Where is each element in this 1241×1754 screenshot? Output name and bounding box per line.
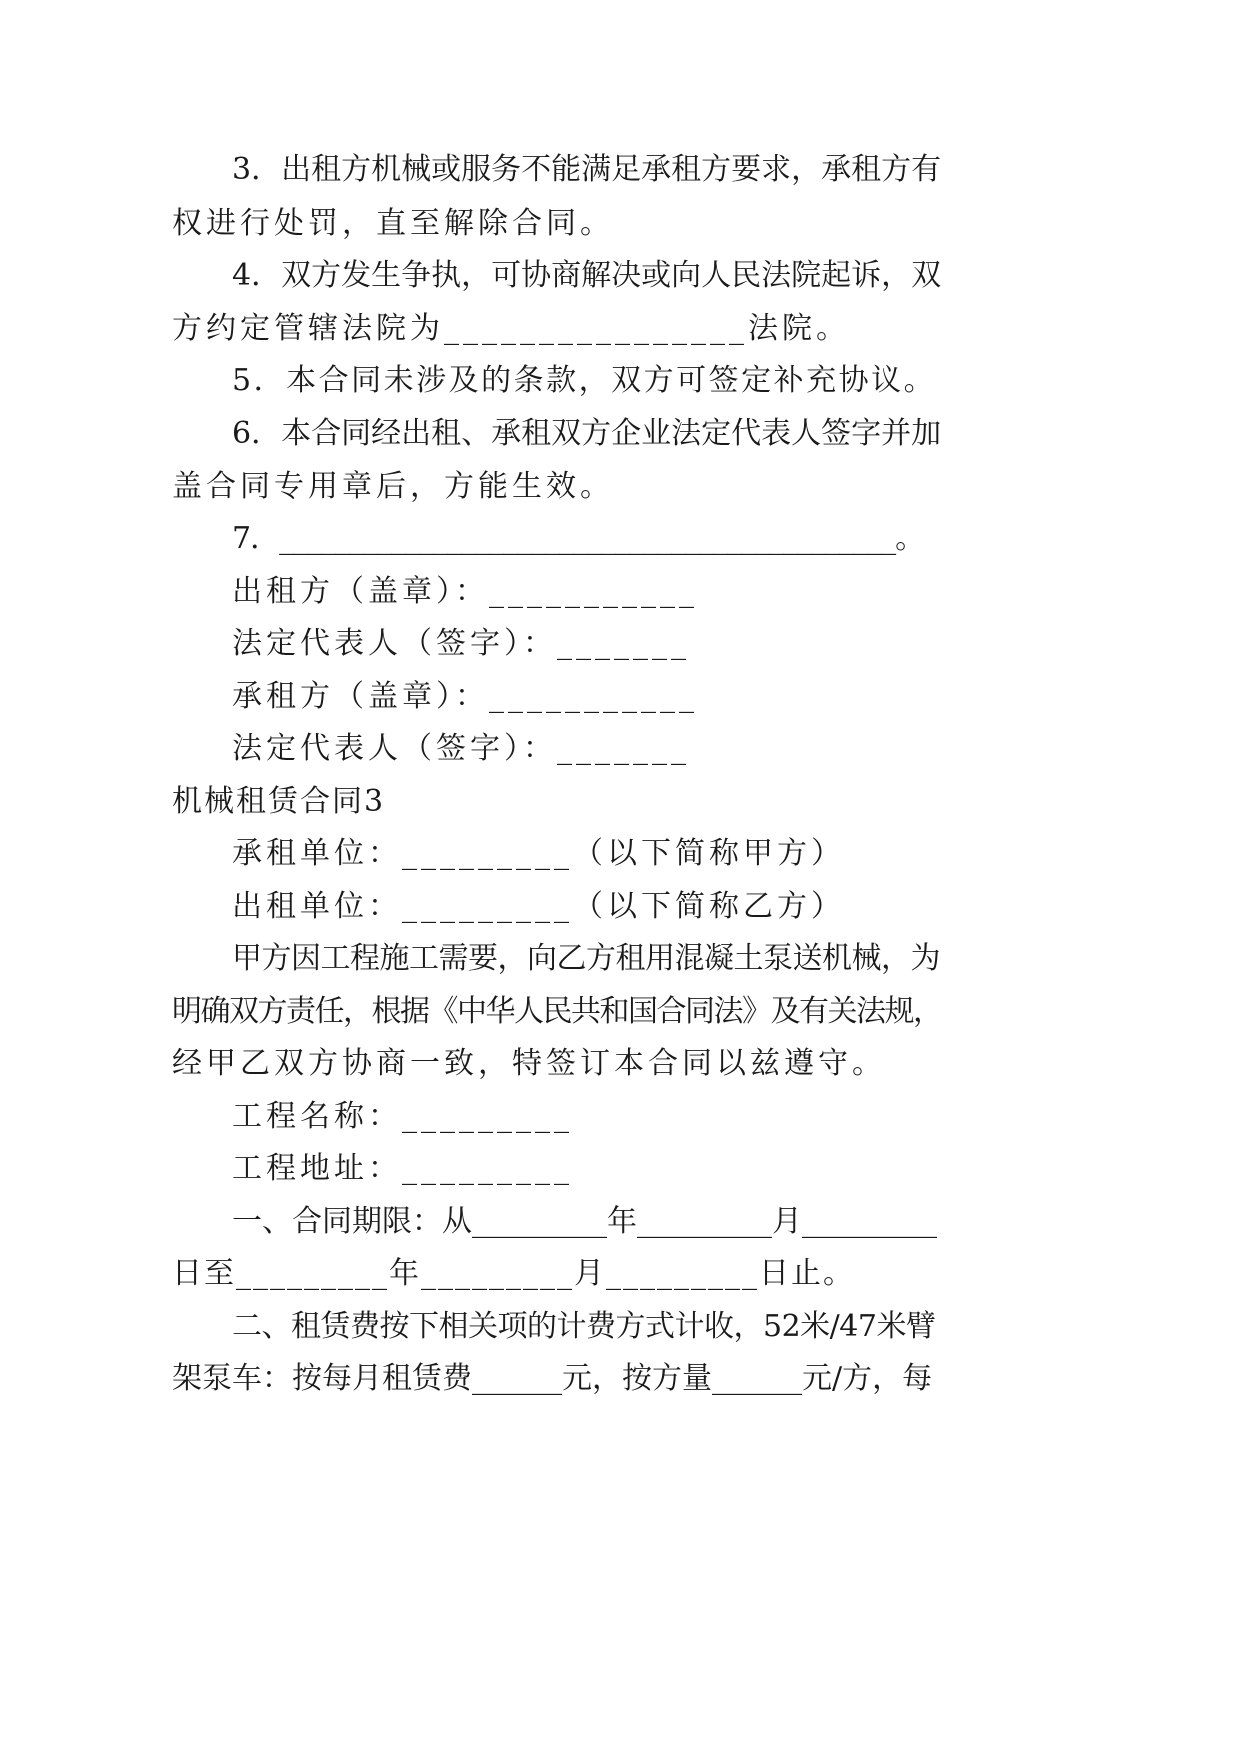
clause-6-line-2: 盖合同专用章后，方能生效。 bbox=[172, 469, 614, 504]
clause-3-line-1: 3．出租方机械或服务不能满足承租方要求，承租方有 bbox=[232, 152, 942, 187]
preamble-line-1: 甲方因工程施工需要，向乙方租用混凝土泵送机械，为 bbox=[232, 941, 940, 976]
clause-7: 7．____________________________________________。 bbox=[232, 521, 925, 556]
section-title: 机械租赁合同3 bbox=[172, 784, 386, 819]
project-address: 工程地址：_________ bbox=[232, 1151, 573, 1186]
fee-line-2: 架泵车：按每月租赁费______元，按方量______元/方，每 bbox=[172, 1361, 933, 1396]
lessee-rep-signature: 法定代表人（签字）：_______ bbox=[232, 731, 690, 766]
project-name: 工程名称：_________ bbox=[232, 1099, 573, 1134]
fee-line-1: 二、租赁费按下相关项的计费方式计收，52米/47米臂 bbox=[232, 1309, 936, 1344]
term-line-1: 一、合同期限：从_________年_________月_________ bbox=[232, 1204, 937, 1239]
clause-5: 5．本合同未涉及的条款，双方可签定补充协议。 bbox=[232, 363, 937, 398]
term-line-2: 日至_________年_________月_________日止。 bbox=[172, 1256, 855, 1291]
preamble-line-2: 明确双方责任，根据《中华人民共和国合同法》及有关法规， bbox=[172, 994, 942, 1029]
lessee-unit: 承租单位：_________（以下简称甲方） bbox=[232, 836, 845, 871]
preamble-line-3: 经甲乙双方协商一致，特签订本合同以兹遵守。 bbox=[172, 1046, 886, 1081]
lessor-unit: 出租单位：_________（以下简称乙方） bbox=[232, 889, 845, 924]
clause-3-line-2: 权进行处罚，直至解除合同。 bbox=[172, 206, 614, 241]
lessor-seal: 出租方（盖章）：___________ bbox=[232, 574, 698, 609]
clause-4-line-1: 4．双方发生争执，可协商解决或向人民法院起诉，双 bbox=[232, 258, 942, 293]
lessee-seal: 承租方（盖章）：___________ bbox=[232, 679, 698, 714]
clause-6-line-1: 6．本合同经出租、承租双方企业法定代表人签字并加 bbox=[232, 416, 942, 451]
clause-4-line-2: 方约定管辖法院为________________法院。 bbox=[172, 311, 850, 346]
lessor-rep-signature: 法定代表人（签字）：_______ bbox=[232, 626, 690, 661]
